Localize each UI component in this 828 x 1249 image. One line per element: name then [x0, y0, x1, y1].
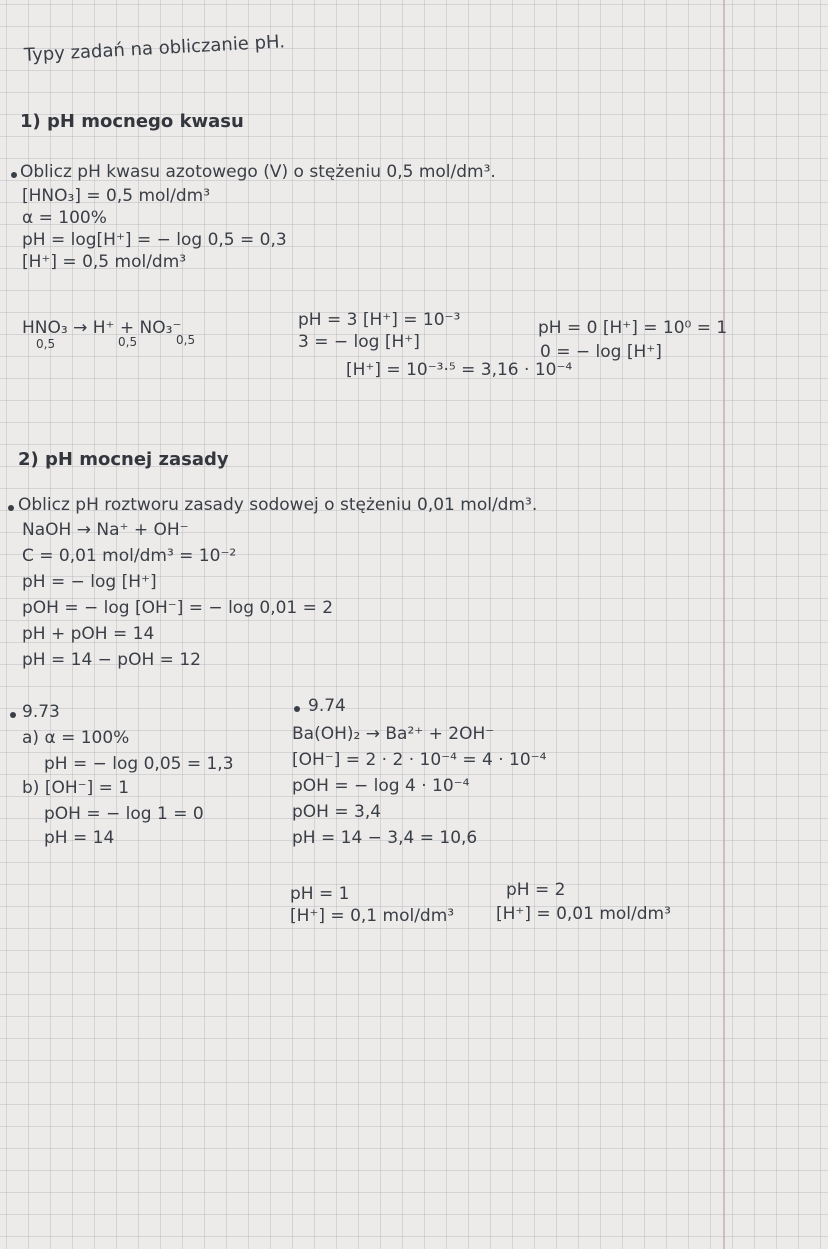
- section-2-line: pOH = − log [OH⁻] = − log 0,01 = 2: [22, 598, 334, 618]
- concentration-label: 0,5: [176, 333, 196, 347]
- exercise-9-74-line: [OH⁻] = 2 · 2 · 10⁻⁴ = 4 · 10⁻⁴: [292, 750, 547, 770]
- section-2-task: Oblicz pH roztworu zasady sodowej o stężeniu 0,01 mol/dm³.: [18, 495, 538, 515]
- exercise-9-74-line: pOH = − log 4 · 10⁻⁴: [292, 776, 470, 796]
- dissociation-equation: HNO₃ → H⁺ + NO₃⁻: [22, 318, 182, 338]
- concentration-label: 0,5: [36, 337, 56, 351]
- margin-line: [723, 0, 725, 1249]
- section-1-line: pH = log[H⁺] = − log 0,5 = 0,3: [22, 230, 287, 250]
- bullet-icon: [11, 172, 17, 178]
- section-1-line: [H⁺] = 0,5 mol/dm³: [22, 252, 187, 272]
- section-2-heading: 2) pH mocnej zasady: [18, 449, 229, 470]
- bullet-icon: [294, 706, 300, 712]
- example-ph3: [H⁺] = 10⁻³·⁵ = 3,16 · 10⁻⁴: [346, 360, 573, 380]
- section-2-line: NaOH → Na⁺ + OH⁻: [22, 520, 189, 540]
- section-2-line: pH + pOH = 14: [22, 624, 155, 644]
- example-ph1: [H⁺] = 0,1 mol/dm³: [290, 906, 455, 926]
- exercise-9-73-line: pOH = − log 1 = 0: [44, 804, 204, 824]
- example-ph2: [H⁺] = 0,01 mol/dm³: [496, 904, 671, 924]
- exercise-9-74-line: pH = 14 − 3,4 = 10,6: [292, 828, 478, 848]
- section-2-line: pH = 14 − pOH = 12: [22, 650, 201, 670]
- exercise-9-74-label: 9.74: [308, 696, 346, 716]
- section-1-line: [HNO₃] = 0,5 mol/dm³: [22, 186, 211, 206]
- example-ph3: 3 = − log [H⁺]: [298, 332, 420, 352]
- example-ph0: 0 = − log [H⁺]: [540, 342, 662, 362]
- bullet-icon: [8, 505, 14, 511]
- example-ph2: pH = 2: [506, 880, 566, 900]
- exercise-9-73-line: b) [OH⁻] = 1: [22, 778, 130, 798]
- section-2-line: C = 0,01 mol/dm³ = 10⁻²: [22, 546, 237, 566]
- section-2-line: pH = − log [H⁺]: [22, 572, 157, 592]
- bullet-icon: [10, 712, 16, 718]
- exercise-9-74-line: Ba(OH)₂ → Ba²⁺ + 2OH⁻: [292, 724, 495, 744]
- section-1-line: α = 100%: [22, 208, 107, 228]
- example-ph0: pH = 0 [H⁺] = 10⁰ = 1: [538, 318, 728, 338]
- example-ph1: pH = 1: [290, 884, 350, 904]
- section-1-heading: 1) pH mocnego kwasu: [20, 111, 244, 132]
- example-ph3: pH = 3 [H⁺] = 10⁻³: [298, 310, 461, 330]
- exercise-9-73-line: pH = 14: [44, 828, 115, 848]
- exercise-9-73-line: a) α = 100%: [22, 728, 130, 748]
- exercise-9-73-line: pH = − log 0,05 = 1,3: [44, 754, 234, 774]
- exercise-9-74-line: pOH = 3,4: [292, 802, 382, 822]
- concentration-label: 0,5: [118, 335, 138, 349]
- exercise-9-73-label: 9.73: [22, 702, 60, 722]
- page-title: Typy zadań na obliczanie pH.: [23, 31, 286, 66]
- section-1-task: Oblicz pH kwasu azotowego (V) o stężeniu 0,5 mol/dm³.: [20, 162, 496, 182]
